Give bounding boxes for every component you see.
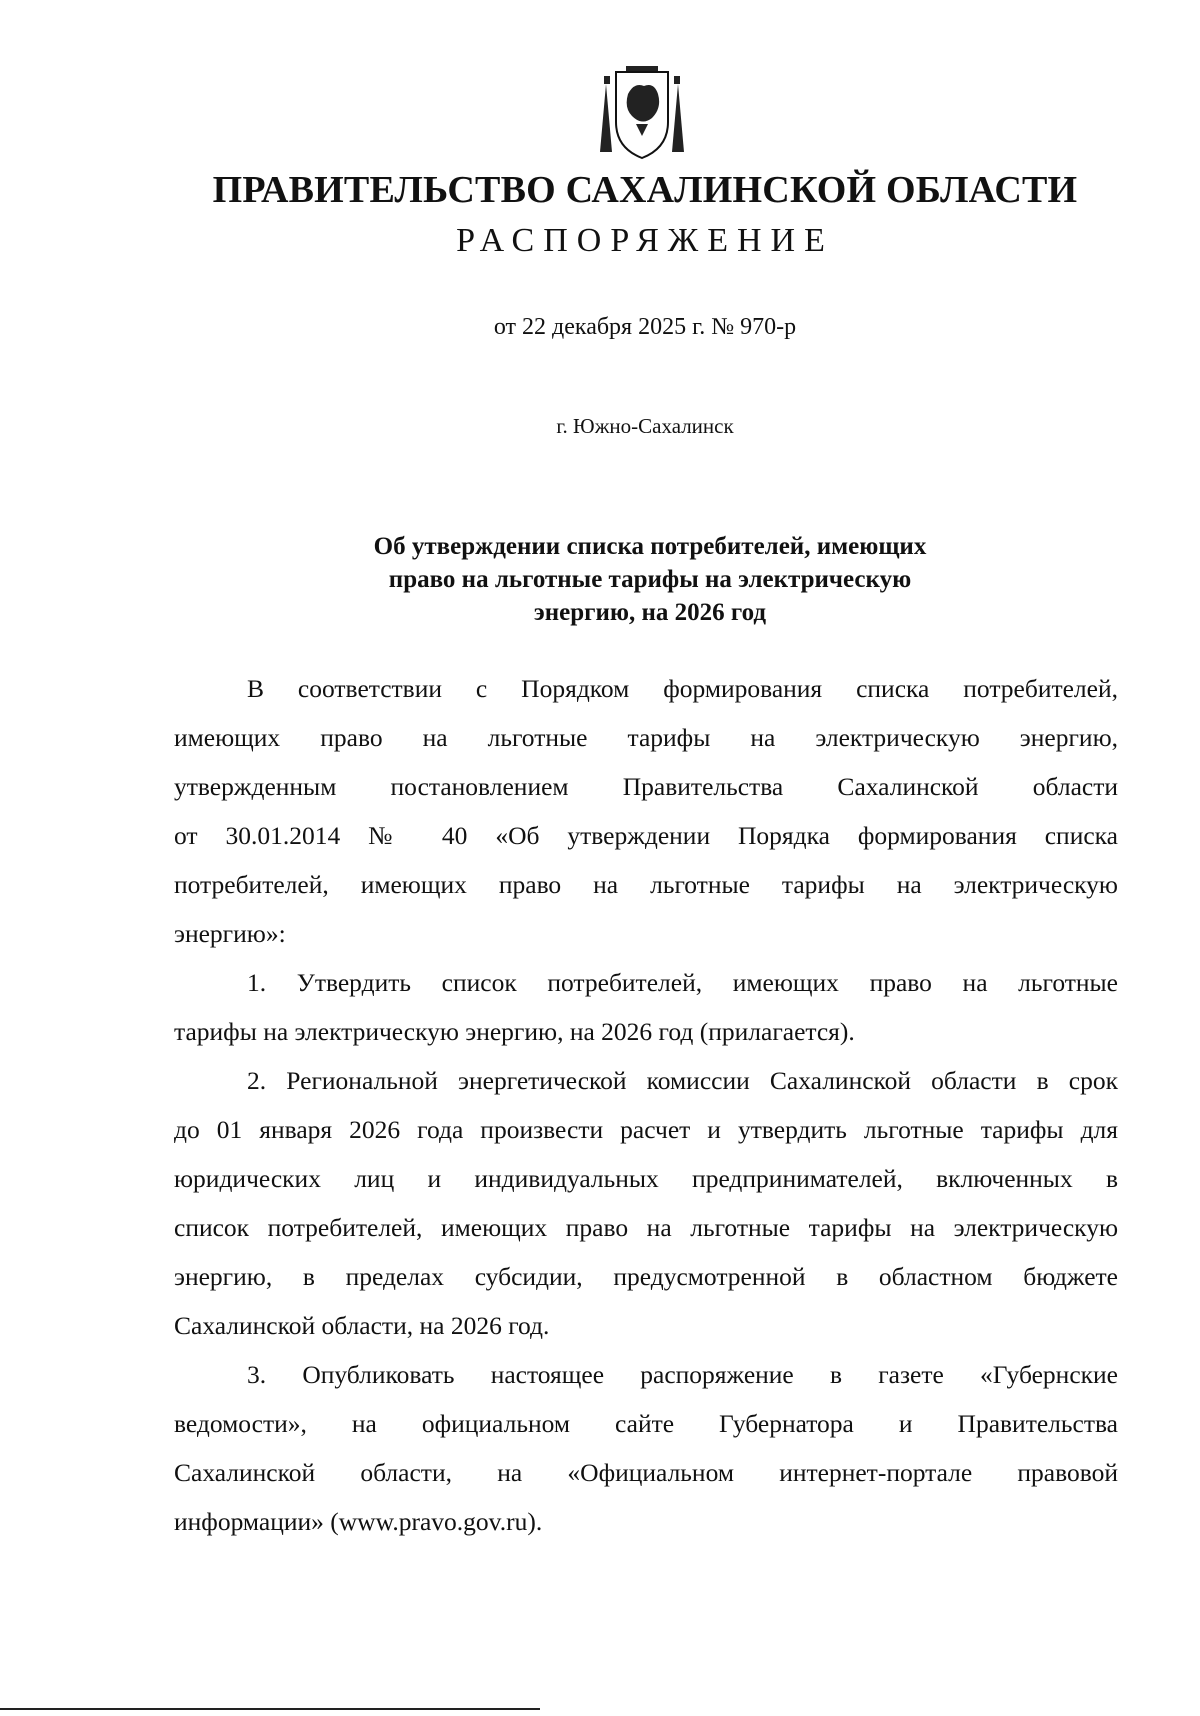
document-type: РАСПОРЯЖЕНИЕ [456, 222, 834, 259]
government-title: ПРАВИТЕЛЬСТВО САХАЛИНСКОЙ ОБЛАСТИ [212, 169, 1078, 211]
text-line: от 30.01.2014 № 40 «Об утверждении Порядка формирования списка [174, 821, 1118, 850]
item-paragraph-1 [174, 958, 1118, 1056]
text-line: утвержденным постановлением Правительства Сахалинской области [174, 772, 1118, 801]
document-date-number: от 22 декабря 2025 г. № 970-р [493, 314, 797, 340]
text-line: до 01 января 2026 года произвести расчет и утвердить льготные тарифы для [174, 1115, 1118, 1144]
document-subject [300, 530, 1000, 629]
coat-of-arms-icon [596, 64, 688, 160]
text-line: список потребителей, имеющих право на льготные тарифы на электрическую [174, 1213, 1118, 1242]
item-paragraph-2 [174, 1056, 1118, 1350]
text-line: В соответствии с Порядком формирования списка потребителей, [247, 674, 1118, 703]
text-line: юридических лиц и индивидуальных предпринимателей, включенных в [174, 1164, 1118, 1193]
text-line: Сахалинской области, на «Официальном интернет-портале правовой [174, 1458, 1118, 1487]
subject-line: право на льготные тарифы на электрическую [388, 566, 912, 593]
document-body [174, 664, 1118, 1546]
bottom-divider [0, 1708, 540, 1710]
text-line: тарифы на электрическую энергию, на 2026 год (прилагается). [174, 1017, 855, 1046]
text-line: потребителей, имеющих право на льготные тарифы на электрическую [174, 870, 1118, 899]
subject-line: Об утверждении списка потребителей, имеющих [373, 533, 927, 560]
text-line: 1. Утвердить список потребителей, имеющих право на льготные [247, 968, 1118, 997]
document-city: г. Южно-Сахалинск [556, 414, 734, 438]
text-line: имеющих право на льготные тарифы на электрическую энергию, [174, 723, 1118, 752]
text-line: энергию, в пределах субсидии, предусмотренной в областном бюджете [174, 1262, 1118, 1291]
text-line: Сахалинской области, на 2026 год. [174, 1311, 550, 1340]
preamble-paragraph [174, 664, 1118, 958]
item-paragraph-3 [174, 1350, 1118, 1546]
text-line: 3. Опубликовать настоящее распоряжение в газете «Губернские [247, 1360, 1118, 1389]
text-line: 2. Региональной энергетической комиссии Сахалинской области в срок [247, 1066, 1118, 1095]
text-line: ведомости», на официальном сайте Губернатора и Правительства [174, 1409, 1118, 1438]
text-line: информации» (www.pravo.gov.ru). [174, 1507, 543, 1536]
subject-line: энергию, на 2026 год [533, 599, 767, 626]
text-line: энергию»: [174, 919, 286, 948]
